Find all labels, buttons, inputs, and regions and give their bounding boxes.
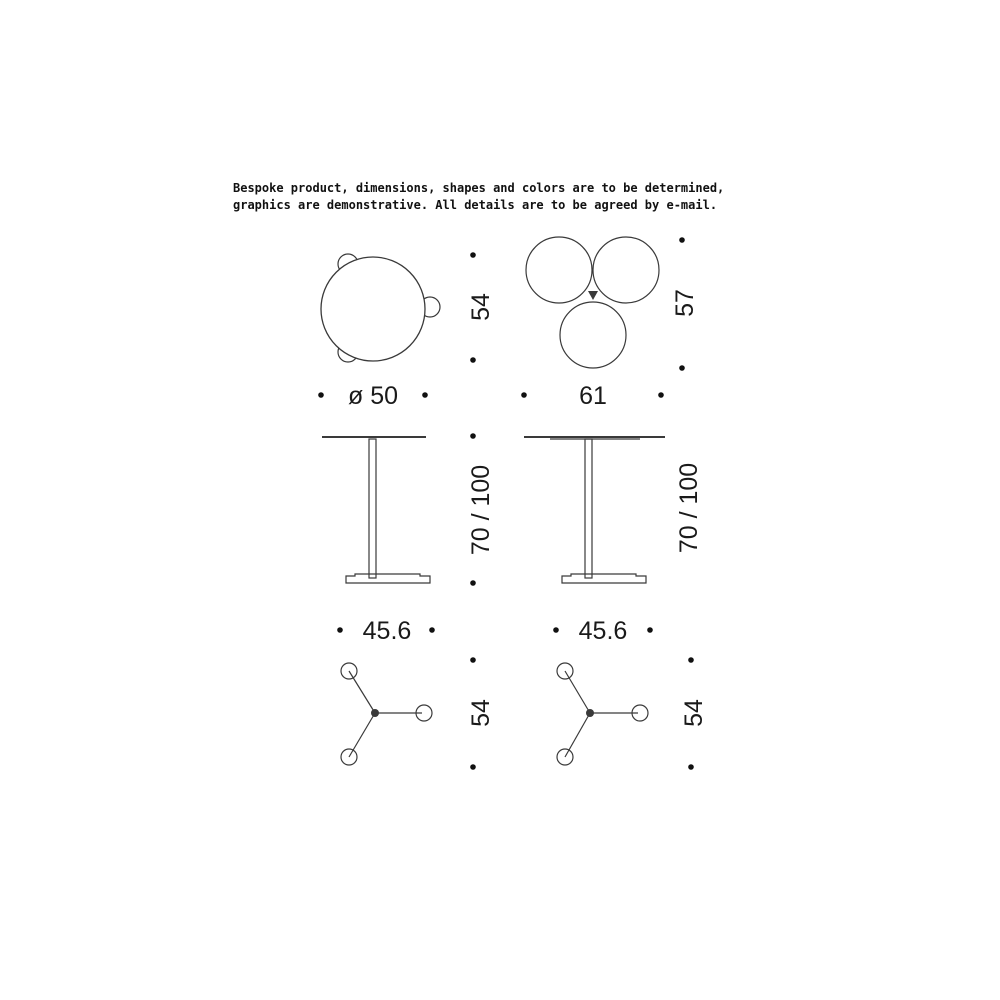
dot-single-top-depth-start [470,252,476,258]
dot-single-base-width-end [429,627,435,633]
single-base-depth-label: 54 [467,699,495,727]
triple-top-circle-right [593,237,659,303]
triple-height-label: 70 / 100 [675,462,703,554]
dot-single-diameter-end [422,392,428,398]
single-tabletop-circle [321,257,425,361]
dot-single-height-start [470,433,476,439]
dot-triple-base-depth-start [688,657,694,663]
triple-side-column [585,439,592,578]
single-table-side-view [322,437,430,583]
single-height-label: 70 / 100 [467,464,495,556]
dot-triple-top-depth-start [679,237,685,243]
single-top-diameter-label: ø 50 [347,382,399,410]
dot-single-top-depth-end [470,357,476,363]
triple-base-width-label: 45.6 [578,617,628,645]
triple-table-top-view [526,237,659,368]
triple-top-depth-label: 57 [671,289,699,317]
triple-table-side-view [524,437,665,583]
single-side-base [346,574,430,583]
triple-base-depth-label: 54 [680,699,708,727]
triple-top-width-label: 61 [579,382,607,410]
dot-triple-width-end [658,392,664,398]
disclaimer-line-2: graphics are demonstrative. All details are to be agreed by e-mail. [233,198,718,212]
triple-side-base [562,574,646,583]
single-table-top-view [321,254,440,362]
dot-triple-width-start [521,392,527,398]
triple-base-hub [586,709,594,717]
disclaimer-line-1: Bespoke product, dimensions, shapes and colors are to be determined, [233,181,725,195]
dot-single-diameter-start [318,392,324,398]
triple-top-joint [588,291,598,300]
triple-top-circle-bottom [560,302,626,368]
dot-single-base-width-start [337,627,343,633]
dot-triple-base-depth-end [688,764,694,770]
single-side-column [369,439,376,578]
single-base-hub [371,709,379,717]
single-table-base-view [341,663,432,765]
triple-table-base-view [557,663,648,765]
triple-base-arm-1 [565,671,590,713]
dot-single-base-depth-start [470,657,476,663]
dot-single-height-end [470,580,476,586]
single-top-depth-label: 54 [467,293,495,321]
dot-triple-top-depth-end [679,365,685,371]
single-base-width-label: 45.6 [362,617,412,645]
dot-triple-base-width-end [647,627,653,633]
triple-top-circle-left [526,237,592,303]
dot-triple-base-width-start [553,627,559,633]
dot-single-base-depth-end [470,764,476,770]
